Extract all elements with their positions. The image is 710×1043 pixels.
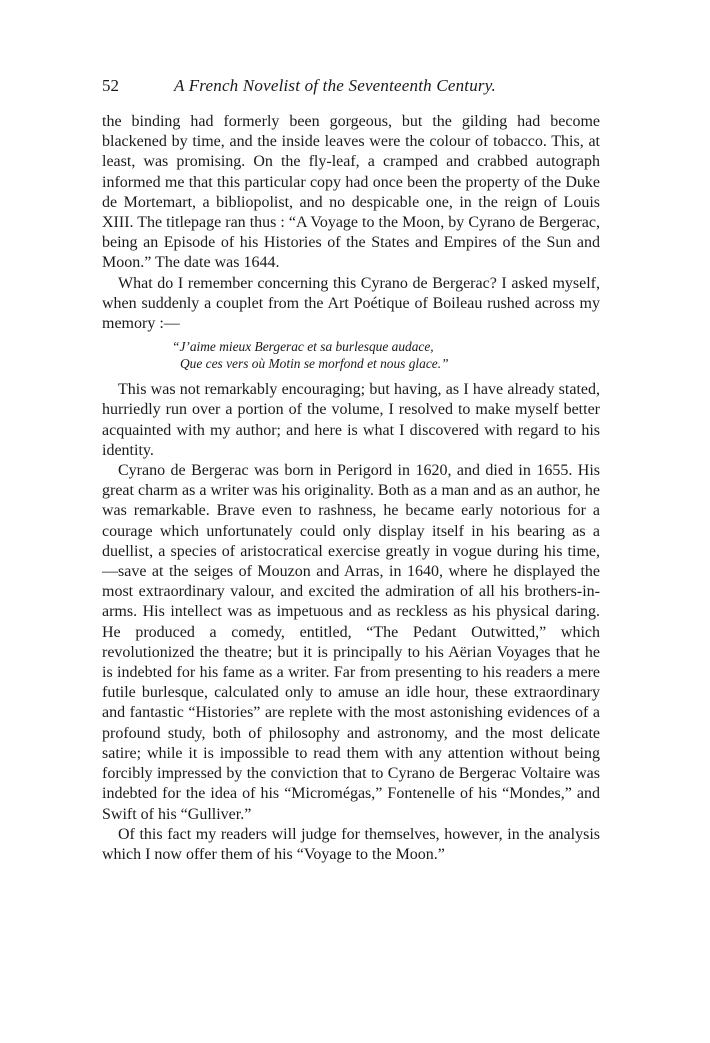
body-text [102, 112, 600, 865]
block-quote [172, 338, 600, 372]
paragraph: the binding had formerly been gorgeous, but the gilding had become blackened by time, and the inside leaves were the colour of tobacco. This, at least, was promising. On the fly-leaf, a cramped and crabbed autograph informed me that this particular copy had once been the property of the Duke de Mortemart, a bibliopolist, and no despicable one, in the reign of Louis XIII. The titlepage ran thus : “A Voyage to the Moon, by Cyrano de Bergerac, being an Episode of his Histories of the States and Empires of the Sun and Moon.” The date was 1644. [102, 113, 600, 272]
paragraph: Of this fact my readers will judge for themselves, however, in the analysis which I now offer them of his “Voyage to the Moon.” [102, 825, 600, 863]
quote-line: Que ces vers où Motin se morfond et nous glace.” [180, 356, 449, 372]
quote-line: “J’aime mieux Bergerac et sa burlesque audace, [172, 339, 434, 355]
page-header [102, 76, 600, 106]
paragraph: What do I remember concerning this Cyrano de Bergerac? I asked myself, when suddenly a couplet from the Art Poétique of Boileau rushed across my memory :— [102, 274, 600, 333]
page [102, 76, 600, 865]
page-number: 52 [102, 76, 119, 95]
paragraph: Cyrano de Bergerac was born in Perigord in 1620, and died in 1655. His great charm as a writer was his originality. Both as a man and as an author, he was remarkable. Brave even to rashness, he became early notorious for a courage which unfortunately could only display itself in his bearing as a duellist, a species of aristocratical exercise greatly in vogue during his time, —save at the seiges of Mouzon and Arras, in 1640, where he displayed the most extraordinary valour, and excited the admiration of all his brothers-in-arms. His intellect was as impetuous and as reckless as his physical daring. He produced a comedy, entitled, “The Pedant Outwitted,” which revolutionized the theatre; but it is principally to his Aërian Voyages that he is indebted for his fame as a writer. Far from presenting to his readers a mere futile burlesque, calculated only to amuse an idle hour, these extraordinary and fantastic “Histories” are replete with the most astonishing evidences of a profound study, both of philosophy and astronomy, and the most delicate satire; while it is impossible to read them with any attention without being forcibly impressed by the conviction that to Cyrano de Bergerac Voltaire was indebted for the idea of his “Micromégas,” Fontenelle of his “Mondes,” and Swift of his “Gulliver.” [102, 462, 600, 823]
running-title: A French Novelist of the Seventeenth Century. [174, 76, 496, 95]
paragraph: This was not remarkably encouraging; but having, as I have already stated, hurriedly run over a portion of the volume, I resolved to make myself better acquainted with my author; and here is what I discovered with regard to his identity. [102, 381, 600, 459]
